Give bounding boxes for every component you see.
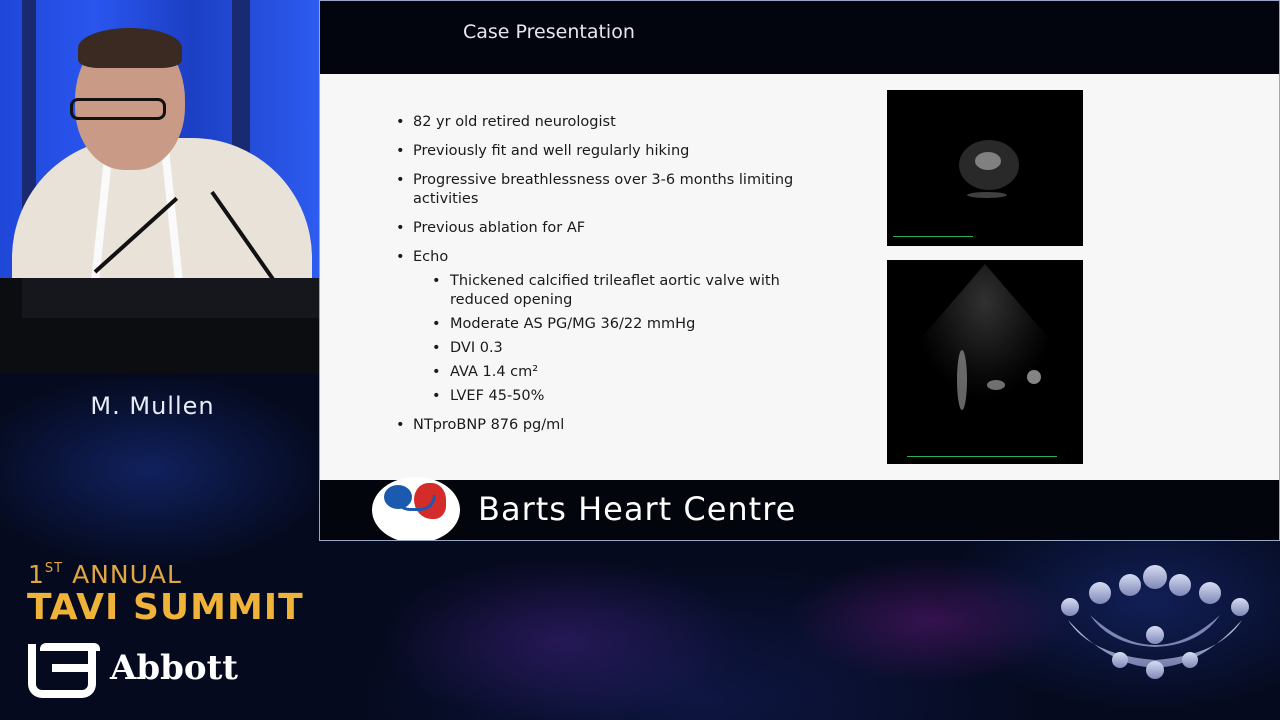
sub-bullet-item: • DVI 0.3 [432,339,826,358]
barts-logo [372,477,460,541]
echo-texture [957,350,967,410]
slide-header [320,1,1280,74]
bullet-item: • Echo [396,248,826,267]
bullet-item: • Progressive breathlessness over 3-6 months limiting activities [396,171,826,209]
annual-label: ANNUAL [72,560,182,589]
sponsor-name: Abbott [110,648,239,688]
presentation-slide [319,0,1280,541]
abbott-logo-icon [28,644,96,698]
speaker-hair [78,28,182,68]
sub-bullet-item: • Thickened calcified trileaflet aortic valve with reduced opening [432,272,826,310]
echo-texture [987,380,1005,390]
echo-image-short-axis [887,90,1083,246]
slide-title: Case Presentation [463,21,635,43]
annual-suffix: ST [44,561,64,576]
summit-crown-logo-icon [1060,565,1250,700]
speaker-name: M. Mullen [90,392,215,420]
bullet-item: • 82 yr old retired neurologist [396,113,826,132]
ecg-trace [907,456,1057,457]
event-title: TAVI SUMMIT [27,587,304,628]
bullet-list [396,113,826,445]
bullet-item: • Previous ablation for AF [396,219,826,238]
sub-bullet-item: • AVA 1.4 cm² [432,363,826,382]
sub-bullet-item: • Moderate AS PG/MG 36/22 mmHg [432,315,826,334]
annual-number: 1 [28,560,45,589]
slide-footer [320,480,1280,541]
echo-sublist [396,272,826,406]
echo-sector [895,264,1075,454]
lectern-top [22,278,319,318]
glasses [70,98,166,120]
sub-bullet-item: • LVEF 45-50% [432,387,826,406]
echo-image-apical [887,260,1083,464]
echo-texture [975,152,1001,170]
echo-texture [967,192,1007,198]
echo-texture [1027,370,1041,384]
speaker-video [0,0,319,374]
ecg-trace [893,236,973,237]
bullet-item: • Previously fit and well regularly hiking [396,142,826,161]
bullet-item: • NTproBNP 876 pg/ml [396,416,826,435]
footer-brand: Barts Heart Centre [478,490,797,528]
event-annual [28,560,182,589]
